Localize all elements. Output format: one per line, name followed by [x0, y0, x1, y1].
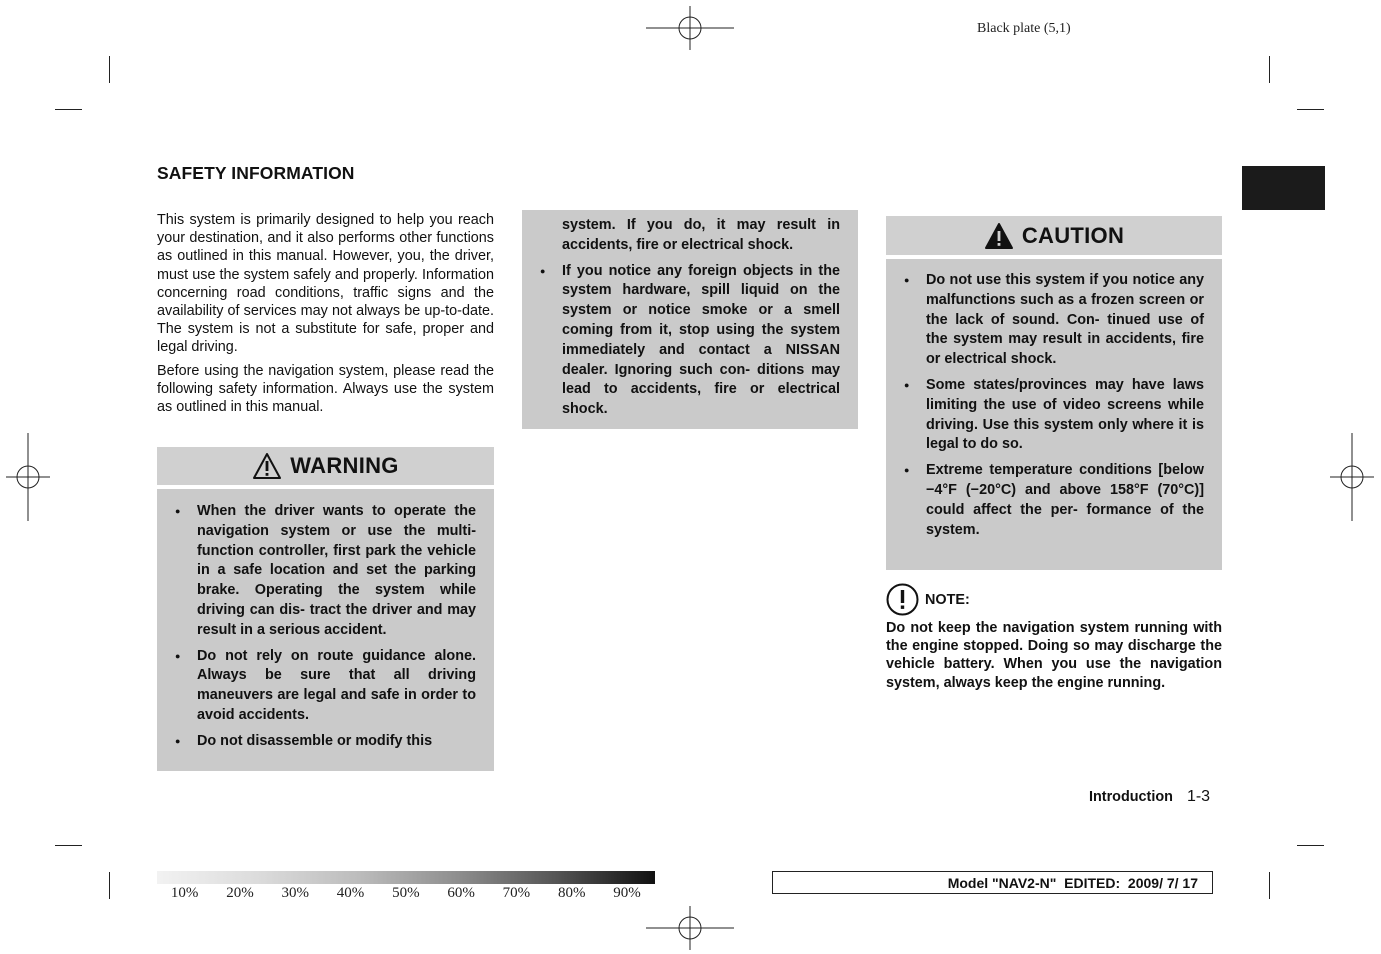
registration-mark-icon: [646, 6, 734, 50]
section-title: SAFETY INFORMATION: [157, 163, 355, 183]
gradient-label: 40%: [336, 885, 365, 901]
warning-triangle-icon: [252, 452, 282, 480]
plate-label: Black plate (5,1): [977, 21, 1071, 36]
registration-mark-icon: [646, 906, 734, 950]
list-item: ● If you notice any foreign objects in the system hardware, spill liquid on the system or notice smoke or a smell coming from it, stop using the system immediately and contact a NISSAN dealer. Ignoring such con- ditions may lead to accidents, fire or electrical shock.: [522, 262, 858, 420]
page-number: 1-3: [1186, 788, 1211, 805]
list-item-continued: system. If you do, it may result in accidents, fire or electrical shock.: [562, 217, 840, 253]
list-item: ● Some states/provinces may have laws limiting the use of video screens while driving. Use this system only where it is legal to do so.: [886, 376, 1222, 455]
warning-triangle-icon: [984, 222, 1014, 250]
note-title: NOTE:: [925, 591, 970, 608]
list-item: ● Do not disassemble or modify this: [157, 732, 494, 752]
tone-gradient-labels: [157, 885, 655, 902]
gradient-label: 10%: [170, 885, 199, 901]
gradient-label: 80%: [557, 885, 586, 901]
intro-text: [157, 211, 494, 421]
warning-continued: [522, 210, 858, 429]
registration-mark-icon: [6, 433, 50, 521]
caution-body: [886, 259, 1222, 570]
gradient-label: 50%: [392, 885, 420, 901]
list-item: ● Extreme temperature conditions [below −4°F (−20°C) and above 158°F (70°C)] could affect the per- formance of the system.: [886, 461, 1222, 540]
registration-mark-icon: [1330, 433, 1374, 521]
warning-header: [157, 447, 494, 485]
list-item: ● When the driver wants to operate the navigation system or use the multi-function controller, first park the vehicle in a safe location and set the parking brake. Operating the system while driving can dis- tract the driver and may result in a serious accident.: [157, 502, 494, 641]
footer-section: Introduction: [1089, 789, 1173, 805]
gradient-label: 70%: [502, 885, 531, 901]
gradient-label: 20%: [226, 885, 254, 901]
warning-body: [157, 489, 494, 771]
model-edited-box: [772, 871, 1213, 894]
gradient-label: 90%: [613, 885, 641, 901]
page-footer: [1089, 788, 1210, 806]
caution-title: CAUTION: [1021, 222, 1125, 248]
warning-title: WARNING: [290, 453, 399, 478]
intro-paragraph: This system is primarily designed to help you reach your destination, and it also performs other functions as outlined in this manual. However, you, the driver, must use the system safely and properly. Information concerning road conditions, traffic signs and the availability of services may not always be up-to-date. The system is not a substitute for safe, proper and legal driving.: [157, 212, 494, 356]
note-header: [886, 583, 970, 616]
list-item: ● Do not use this system if you notice any malfunctions such as a frozen screen or the lack of sound. Con- tinued use of the system may result in accidents, fire or electrical shock.: [886, 271, 1222, 370]
gradient-label: 60%: [447, 885, 475, 901]
section-tab: [1242, 166, 1325, 210]
exclamation-circle-icon: [886, 583, 919, 616]
caution-header: [886, 216, 1222, 255]
note-text: Do not keep the navigation system running with the engine stopped. Doing so may discharge the vehicle battery. When you use the navigation system, always keep the engine running.: [886, 620, 1222, 691]
intro-paragraph: Before using the navigation system, please read the following safety information. Always use the system as outlined in this manual.: [157, 362, 494, 416]
list-item: ● Do not rely on route guidance alone. Always be sure that all driving maneuvers are legal and safe in order to avoid accidents.: [157, 647, 494, 726]
tone-gradient-bar: [157, 871, 655, 884]
model-text: Model "NAV2-N" EDITED: 2009/ 7/ 17: [947, 874, 1198, 891]
gradient-label: 30%: [281, 885, 309, 901]
